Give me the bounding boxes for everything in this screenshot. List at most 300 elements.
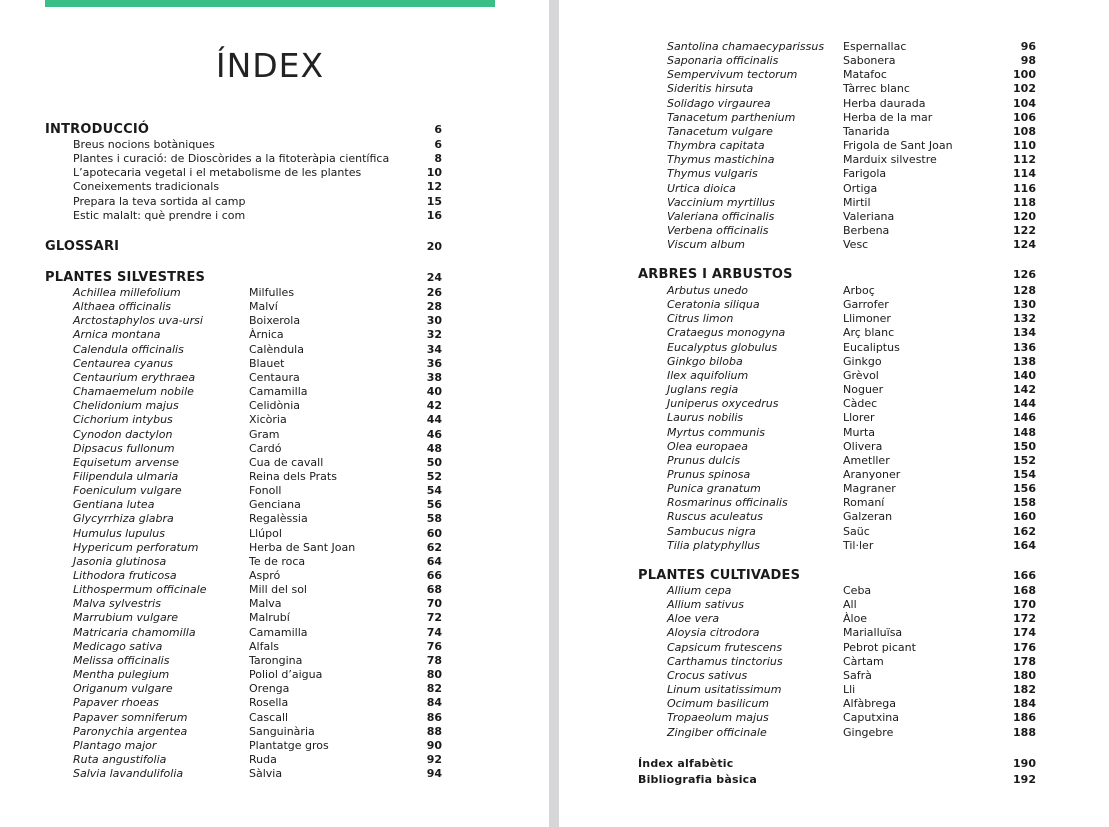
intro-entry[interactable] (73, 152, 442, 166)
plant-entry[interactable] (667, 525, 1036, 539)
common-name: Fonoll (249, 484, 282, 498)
plant-entry[interactable] (667, 54, 1036, 68)
plant-entry[interactable] (73, 626, 442, 640)
scientific-name: Papaver rhoeas (73, 696, 159, 710)
common-name: Poliol d’aigua (249, 668, 323, 682)
section-plantes-silvestres-label: PLANTES SILVESTRES (45, 270, 206, 285)
plant-entry[interactable] (73, 668, 442, 682)
common-name: Magraner (843, 482, 896, 496)
plant-entry[interactable] (667, 426, 1036, 440)
common-name: Galzeran (843, 510, 893, 524)
scientific-name: Tanacetum parthenium (667, 110, 796, 124)
page-number: 124 (1013, 238, 1036, 252)
plant-entry[interactable] (73, 456, 442, 470)
common-name: Orenga (249, 682, 290, 696)
scientific-name: Marrubium vulgare (73, 611, 179, 625)
scientific-name: Linum usitatissimum (667, 683, 782, 697)
scientific-name: Laurus nobilis (667, 411, 744, 425)
page-number: 15 (426, 194, 442, 208)
scientific-name: Melissa officinalis (73, 653, 170, 667)
scientific-name: Ocimum basilicum (667, 697, 770, 711)
page-number: 40 (426, 385, 442, 399)
common-name: All (843, 598, 857, 612)
entry-text: Coneixements tradicionals (73, 180, 220, 194)
page-number: 76 (426, 639, 442, 653)
page-number: 56 (426, 498, 442, 512)
plant-entry[interactable] (73, 711, 442, 725)
common-name: Boixerola (249, 314, 301, 328)
scientific-name: Centaurium erythraea (73, 370, 196, 384)
plant-entry[interactable] (73, 767, 442, 781)
entry-text: Prepara la teva sortida al camp (73, 194, 246, 208)
scientific-name: Gentiana lutea (73, 498, 155, 512)
common-name: Regalèssia (249, 512, 308, 526)
page-number: 86 (426, 710, 442, 724)
plant-entry[interactable] (667, 383, 1036, 397)
common-name: Ginkgo (843, 354, 882, 368)
intro-entry[interactable] (73, 138, 442, 152)
scientific-name: Allium sativus (667, 598, 744, 612)
common-name: Caputxina (843, 711, 899, 725)
common-name: Herba daurada (843, 96, 926, 110)
page-number: 108 (1013, 124, 1036, 138)
page-number: 66 (426, 569, 442, 582)
scientific-name: Arbutus unedo (667, 284, 748, 297)
plant-entry[interactable] (667, 369, 1036, 383)
page-number: 178 (1013, 654, 1036, 668)
common-name: Arç blanc (843, 326, 895, 340)
common-name: Marduix silvestre (843, 153, 937, 167)
scientific-name: Saponaria officinalis (667, 54, 779, 68)
plant-entry[interactable] (73, 512, 442, 526)
common-name: Camamilla (249, 385, 308, 399)
plant-entry[interactable] (73, 555, 442, 569)
section-plantes-silvestres[interactable] (45, 270, 442, 286)
bibliografia-link-label: Bibliografia bàsica (638, 773, 758, 786)
entry-text: L’apotecaria vegetal i el metabolisme de les plantes (73, 166, 362, 180)
common-name: Rosella (249, 696, 289, 710)
plant-entry[interactable] (667, 68, 1036, 82)
page-number: 152 (1013, 453, 1036, 467)
scientific-name: Papaver somniferum (73, 710, 188, 724)
section-plantes-cultivades-label: PLANTES CULTIVADES (638, 568, 801, 583)
plant-entry[interactable] (667, 40, 1036, 54)
common-name: Noguer (843, 383, 884, 397)
plant-entry[interactable] (667, 726, 1036, 740)
scientific-name: Sambucus nigra (667, 524, 756, 538)
common-name: Plantatge gros (249, 738, 329, 752)
plant-entry[interactable] (73, 385, 442, 399)
plant-entry[interactable] (667, 669, 1036, 683)
plant-entry[interactable] (73, 611, 442, 625)
common-name: Malrubí (249, 611, 290, 625)
plant-entry[interactable] (73, 640, 442, 654)
scientific-name: Thymus vulgaris (667, 167, 758, 181)
plant-entry[interactable] (73, 428, 442, 442)
plant-entry[interactable] (667, 539, 1036, 553)
scientific-name: Medicago sativa (73, 639, 163, 653)
page-number: 148 (1013, 425, 1036, 439)
page-number: 154 (1013, 467, 1036, 481)
page-number: 28 (426, 300, 442, 314)
common-name: Saüc (843, 524, 870, 538)
page-number: 104 (1013, 96, 1036, 110)
scientific-name: Arnica montana (73, 328, 161, 342)
plant-entry[interactable] (667, 196, 1036, 210)
plant-entry[interactable] (667, 341, 1036, 355)
page-number: 168 (1013, 584, 1036, 597)
page-number: 176 (1013, 640, 1036, 654)
scientific-name: Equisetum arvense (73, 455, 179, 469)
scientific-name: Lithospermum officinale (73, 583, 207, 597)
entry-text: Breus nocions botàniques (73, 138, 215, 151)
intro-entry[interactable] (73, 195, 442, 209)
plant-entry[interactable] (73, 343, 442, 357)
scientific-name: Ruta angustifolia (73, 752, 167, 766)
common-name: Gingebre (843, 725, 894, 739)
common-name: Gram (249, 427, 280, 441)
common-name: Vesc (843, 238, 869, 252)
plant-entry[interactable] (667, 683, 1036, 697)
plant-entry[interactable] (73, 753, 442, 767)
plant-entry[interactable] (667, 284, 1036, 298)
page-number: 110 (1013, 139, 1036, 153)
plant-entry[interactable] (73, 286, 442, 300)
common-name: Càdec (843, 397, 878, 411)
scientific-name: Zingiber officinale (667, 725, 767, 739)
page-number: 114 (1013, 167, 1036, 181)
page-number: 58 (426, 512, 442, 526)
plant-entry[interactable] (73, 484, 442, 498)
scientific-name: Rosmarinus officinalis (667, 496, 788, 510)
scientific-name: Chamaemelum nobile (73, 385, 194, 399)
scientific-name: Urtica dioica (667, 181, 736, 195)
page-number: 140 (1013, 368, 1036, 382)
page-number: 82 (426, 682, 442, 696)
page-number: 132 (1013, 312, 1036, 326)
plant-entry[interactable] (667, 82, 1036, 96)
plant-entry[interactable] (667, 153, 1036, 167)
plant-entry[interactable] (667, 125, 1036, 139)
plant-entry[interactable] (667, 468, 1036, 482)
page-number: 8 (434, 152, 442, 166)
page-title: ÍNDEX (215, 46, 325, 85)
scientific-name: Carthamus tinctorius (667, 654, 783, 668)
page-number: 36 (426, 356, 442, 370)
scientific-name: Tilia platyphyllus (667, 538, 761, 552)
plant-entry[interactable] (667, 238, 1036, 252)
page-number: 50 (426, 455, 442, 469)
plant-entry[interactable] (667, 510, 1036, 524)
page-number: 70 (426, 597, 442, 611)
plant-entry[interactable] (73, 739, 442, 753)
common-name: Ruda (249, 752, 277, 766)
page-number: 60 (426, 526, 442, 540)
common-name: Tanarida (843, 124, 890, 138)
plant-entry[interactable] (73, 597, 442, 611)
plant-entry[interactable] (73, 682, 442, 696)
scientific-name: Allium cepa (667, 584, 732, 597)
page-number: 10 (426, 166, 442, 180)
page-number: 78 (426, 653, 442, 667)
page-number: 130 (1013, 298, 1036, 312)
scientific-name: Thymus mastichina (667, 153, 775, 167)
plant-entry[interactable] (667, 440, 1036, 454)
index-alfabetic-link-label: Índex alfabètic (638, 757, 734, 770)
plant-entry[interactable] (667, 397, 1036, 411)
plant-entry[interactable] (73, 569, 442, 583)
page-number: 174 (1013, 626, 1036, 640)
plant-entry[interactable] (667, 298, 1036, 312)
scientific-name: Aloysia citrodora (667, 626, 760, 640)
plant-entry[interactable] (667, 711, 1036, 725)
plant-entry[interactable] (667, 111, 1036, 125)
common-name: Calèndula (249, 342, 304, 356)
scientific-name: Viscum album (667, 238, 746, 252)
page-number: 122 (1013, 223, 1036, 237)
page-number: 68 (426, 583, 442, 597)
common-name: Herba de Sant Joan (249, 540, 356, 554)
plant-entry[interactable] (73, 300, 442, 314)
section-glossari-page: 20 (426, 240, 442, 253)
page-number: 42 (426, 399, 442, 413)
page-number: 98 (1020, 54, 1036, 68)
scientific-name: Solidago virgaurea (667, 96, 771, 110)
page-number: 48 (426, 441, 442, 455)
scientific-name: Citrus limon (667, 312, 734, 326)
scientific-name: Crocus sativus (667, 668, 748, 682)
page-number: 136 (1013, 340, 1036, 354)
plant-entry[interactable] (73, 725, 442, 739)
page-number: 72 (426, 611, 442, 625)
scientific-name: Valeriana officinalis (667, 209, 775, 223)
page-number: 6 (434, 138, 442, 151)
common-name: Àloe (843, 612, 868, 626)
page-number: 12 (426, 180, 442, 194)
plant-entry[interactable] (73, 442, 442, 456)
page-number: 184 (1013, 697, 1036, 711)
common-name: Matafoc (843, 68, 887, 82)
scientific-name: Paronychia argentea (73, 724, 188, 738)
scientific-name: Arctostaphylos uva-ursi (73, 314, 203, 328)
scientific-name: Plantago major (73, 738, 157, 752)
common-name: Camamilla (249, 625, 308, 639)
common-name: Llorer (843, 411, 875, 425)
section-arbres-arbustos[interactable] (638, 267, 1036, 283)
section-introduccio-page: 6 (434, 123, 442, 136)
page-number: 158 (1013, 496, 1036, 510)
intro-entry[interactable] (73, 166, 442, 180)
scientific-name: Matricaria chamomilla (73, 625, 196, 639)
common-name: Murta (843, 425, 876, 439)
plant-entry[interactable] (667, 182, 1036, 196)
intro-entry[interactable] (73, 180, 442, 194)
common-name: Herba de la mar (843, 110, 933, 124)
plant-entry[interactable] (73, 583, 442, 597)
scientific-name: Ceratonia siliqua (667, 298, 760, 312)
page-number: 52 (426, 469, 442, 483)
common-name: Mirtil (843, 195, 871, 209)
page-number: 30 (426, 314, 442, 328)
plant-entry[interactable] (667, 326, 1036, 340)
plant-entry[interactable] (667, 655, 1036, 669)
plant-entry[interactable] (667, 482, 1036, 496)
scientific-name: Lithodora fruticosa (73, 569, 177, 582)
plant-entry[interactable] (667, 496, 1036, 510)
page-number: 44 (426, 413, 442, 427)
plant-entry[interactable] (73, 328, 442, 342)
plant-entry[interactable] (667, 626, 1036, 640)
common-name: Àrnica (249, 328, 284, 342)
common-name: Arboç (843, 284, 875, 297)
page-number: 46 (426, 427, 442, 441)
common-name: Aranyoner (843, 467, 901, 481)
plant-entry[interactable] (667, 641, 1036, 655)
page-number: 96 (1020, 40, 1036, 53)
plant-entry[interactable] (667, 312, 1036, 326)
scientific-name: Origanum vulgare (73, 682, 173, 696)
plant-entry[interactable] (73, 470, 442, 484)
plant-entry[interactable] (667, 598, 1036, 612)
plant-entry[interactable] (73, 654, 442, 668)
section-arbres-arbustos-label: ARBRES I ARBUSTOS (638, 267, 793, 282)
plant-entry[interactable] (73, 413, 442, 427)
scientific-name: Prunus dulcis (667, 453, 741, 467)
page-number: 34 (426, 342, 442, 356)
plant-entry[interactable] (73, 696, 442, 710)
page-number: 116 (1013, 181, 1036, 195)
scientific-name: Eucalyptus globulus (667, 340, 778, 354)
common-name: Sàlvia (249, 767, 283, 781)
scientific-name: Foeniculum vulgare (73, 484, 182, 498)
common-name: Te de roca (249, 554, 306, 568)
page-number: 88 (426, 724, 442, 738)
common-name: Lli (843, 683, 856, 697)
page-number: 62 (426, 540, 442, 554)
accent-bar (45, 0, 495, 7)
plant-entry[interactable] (73, 314, 442, 328)
scientific-name: Olea europaea (667, 439, 748, 453)
section-introduccio[interactable] (45, 122, 442, 138)
section-plantes-cultivades[interactable] (638, 568, 1036, 584)
scientific-name: Thymbra capitata (667, 139, 765, 153)
page-number: 150 (1013, 439, 1036, 453)
common-name: Xicòria (249, 413, 287, 427)
common-name: Valeriana (843, 209, 895, 223)
common-name: Celidònia (249, 399, 301, 413)
scientific-name: Filipendula ulmaria (73, 469, 179, 483)
page-number: 54 (426, 484, 442, 498)
section-glossari[interactable] (45, 239, 442, 255)
page-number: 172 (1013, 612, 1036, 626)
common-name: Sabonera (843, 54, 896, 68)
common-name: Ceba (843, 584, 872, 597)
page-number: 106 (1013, 110, 1036, 124)
common-name: Ametller (843, 453, 890, 467)
scientific-name: Humulus lupulus (73, 526, 165, 540)
plant-entry[interactable] (667, 584, 1036, 598)
scientific-name: Tanacetum vulgare (667, 124, 773, 138)
plant-entry[interactable] (73, 371, 442, 385)
plant-entry[interactable] (73, 527, 442, 541)
section-plantes-silvestres-page: 24 (426, 271, 442, 284)
plant-entry[interactable] (667, 697, 1036, 711)
plant-entry[interactable] (667, 355, 1036, 369)
common-name: Blauet (249, 356, 285, 370)
page-number: 134 (1013, 326, 1036, 340)
scientific-name: Althaea officinalis (73, 300, 171, 314)
common-name: Cardó (249, 441, 282, 455)
plant-entry[interactable] (667, 612, 1036, 626)
scientific-name: Ilex aquifolium (667, 368, 749, 382)
scientific-name: Myrtus communis (667, 425, 765, 439)
page-number: 74 (426, 625, 442, 639)
plant-entry[interactable] (73, 357, 442, 371)
index-alfabetic-link[interactable] (638, 756, 1036, 772)
bibliografia-link[interactable] (638, 772, 1036, 788)
scientific-name: Aloe vera (667, 612, 720, 626)
scientific-name: Ginkgo biloba (667, 354, 743, 368)
page-gutter (549, 0, 559, 827)
common-name: Centaura (249, 370, 300, 384)
section-plantes-cultivades-page: 166 (1013, 569, 1036, 582)
section-introduccio-label: INTRODUCCIÓ (45, 122, 150, 137)
entry-text: Plantes i curació: de Dioscòrides a la fitoteràpia científica (73, 152, 390, 166)
intro-entry[interactable] (73, 209, 442, 223)
page-number: 80 (426, 668, 442, 682)
page-number: 118 (1013, 195, 1036, 209)
plant-entry[interactable] (667, 97, 1036, 111)
scientific-name: Prunus spinosa (667, 467, 751, 481)
scientific-name: Ruscus aculeatus (667, 510, 763, 524)
common-name: Mill del sol (249, 583, 307, 597)
common-name: Sanguinària (249, 724, 315, 738)
scientific-name: Tropaeolum majus (667, 711, 769, 725)
page-number: 156 (1013, 482, 1036, 496)
plant-entry[interactable] (73, 498, 442, 512)
scientific-name: Juglans regia (667, 383, 739, 397)
plant-entry[interactable] (667, 224, 1036, 238)
page-number: 102 (1013, 82, 1036, 96)
common-name: Malva (249, 597, 282, 611)
common-name: Olivera (843, 439, 883, 453)
page-number: 170 (1013, 598, 1036, 612)
page-number: 26 (426, 286, 442, 299)
plant-entry[interactable] (667, 454, 1036, 468)
plant-entry[interactable] (667, 210, 1036, 224)
page-number: 180 (1013, 668, 1036, 682)
plant-entry[interactable] (73, 399, 442, 413)
scientific-name: Cichorium intybus (73, 413, 173, 427)
scientific-name: Jasonia glutinosa (73, 554, 167, 568)
page-number: 16 (426, 208, 442, 222)
page-number: 120 (1013, 209, 1036, 223)
common-name: Cua de cavall (249, 455, 324, 469)
scientific-name: Capsicum frutescens (667, 640, 783, 654)
plant-entry[interactable] (73, 541, 442, 555)
scientific-name: Dipsacus fullonum (73, 441, 175, 455)
plant-entry[interactable] (667, 167, 1036, 181)
common-name: Espernallac (843, 40, 907, 53)
common-name: Ortiga (843, 181, 878, 195)
page-number: 160 (1013, 510, 1036, 524)
scientific-name: Achillea millefolium (73, 286, 181, 299)
common-name: Genciana (249, 498, 301, 512)
scientific-name: Salvia lavandulifolia (73, 767, 184, 781)
page-number: 182 (1013, 683, 1036, 697)
plant-entry[interactable] (667, 139, 1036, 153)
plant-entry[interactable] (667, 411, 1036, 425)
